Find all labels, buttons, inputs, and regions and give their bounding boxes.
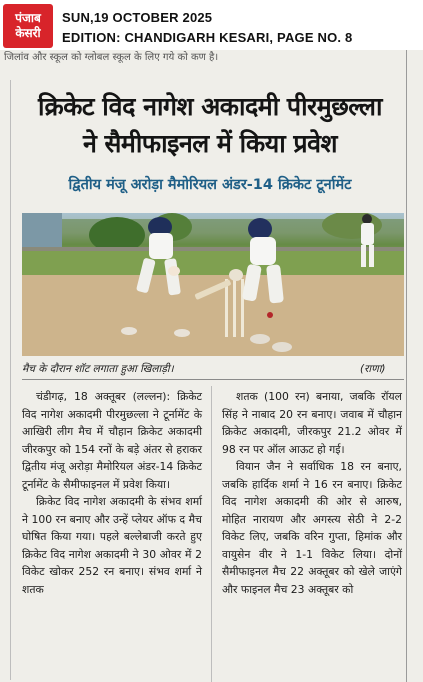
caption-rule [22, 379, 404, 380]
article-column-2 [222, 388, 402, 598]
paragraph-dateline: चंडीगढ़, 18 अक्तूबर (लल्लन): क्रिकेट विद नागेश अकादमी पीरमुछल्ला ने टूर्नामेंट के आखिरी लीग मैच में चौहान क्रिकेट अकादमी जीरकपुर को 154 रनों के बड़े अंतर से हराकर द्वितीय मंजू अरोड़ा मैमोरियल अंडर-14 क्रिकेट टूर्नामेंट के सैमीफाइनल में प्रवेश किया। [22, 390, 202, 491]
article-column-1 [22, 388, 202, 598]
paragraph-wickets-schedule: वियान जैन ने सर्वाधिक 18 रन बनाए, जबकि हार्दिक शर्मा ने 16 रन बनाए। क्रिकेट विद नागेश अकादमी की ओर से आरुष, मोहित नारायण और अगस्त्य सेठी ने 2-2 विकेट लिए, जबकि वरिन गुप्ता, हिमांक और वायुसेन वीर ने 1-1 विकेट लिया। दोनों सैमीफाइनल मैच 22 अक्तूबर को खेले जाएंगे और फाइनल मैच 23 अक्तूबर को [222, 460, 402, 596]
paragraph-score: शतक (100 रन) बनाया, जबकि रॉयल सिंह ने नाबाद 20 रन बनाए। जवाब में चौहान क्रिकेट अकादमी, जीरकपुर 21.2 ओवर में 98 रन पर ऑल आऊट हो गई। [222, 390, 402, 456]
column-divider-left [10, 80, 11, 680]
news-clipping [0, 50, 423, 682]
stumps [225, 279, 244, 337]
date-line: SUN,19 OCTOBER 2025 [62, 10, 213, 25]
column-divider-middle [211, 386, 212, 682]
logo-line-1: पंजाब [15, 11, 41, 25]
photo-caption: मैच के दौरान शॉट लगाता हुआ खिलाड़ी। [22, 363, 174, 375]
subheadline: द्वितीय मंजू अरोड़ा मैमोरियल अंडर-14 क्रिकेट टूर्नामेंट [68, 177, 352, 193]
edition-line: EDITION: CHANDIGARH KESARI, PAGE NO. 8 [62, 30, 353, 45]
clipping-header [0, 0, 423, 50]
punjab-kesari-logo [3, 4, 53, 48]
headline-line-2: ने सैमीफाइनल में किया प्रवेश [82, 129, 338, 158]
logo-line-2: केसरी [15, 26, 41, 40]
photo-credit: (राणा) [360, 363, 386, 375]
cricket-photo [22, 213, 404, 356]
column-divider-right [406, 50, 407, 682]
cricket-scene [22, 213, 404, 356]
headline-line-1: क्रिकेट विद नागेश अकादमी पीरमुछल्ला [38, 92, 382, 121]
cut-off-text: जिलांव और स्कूल को ग्लोबल स्कूल के लिए गये को कण है। [4, 52, 219, 63]
paragraph-player-of-match: क्रिकेट विद नागेश अकादमी के संभव शर्मा ने 100 रन बनाए और उन्हें प्लेयर ऑफ द मैच घोषित किया गया। पहले बल्लेबाजी करते हुए क्रिकेट विद नागेश अकादमी ने 30 ओवर में 2 विकेट खोकर 252 रन बनाए। संभव शर्मा ने शतक [22, 495, 202, 596]
